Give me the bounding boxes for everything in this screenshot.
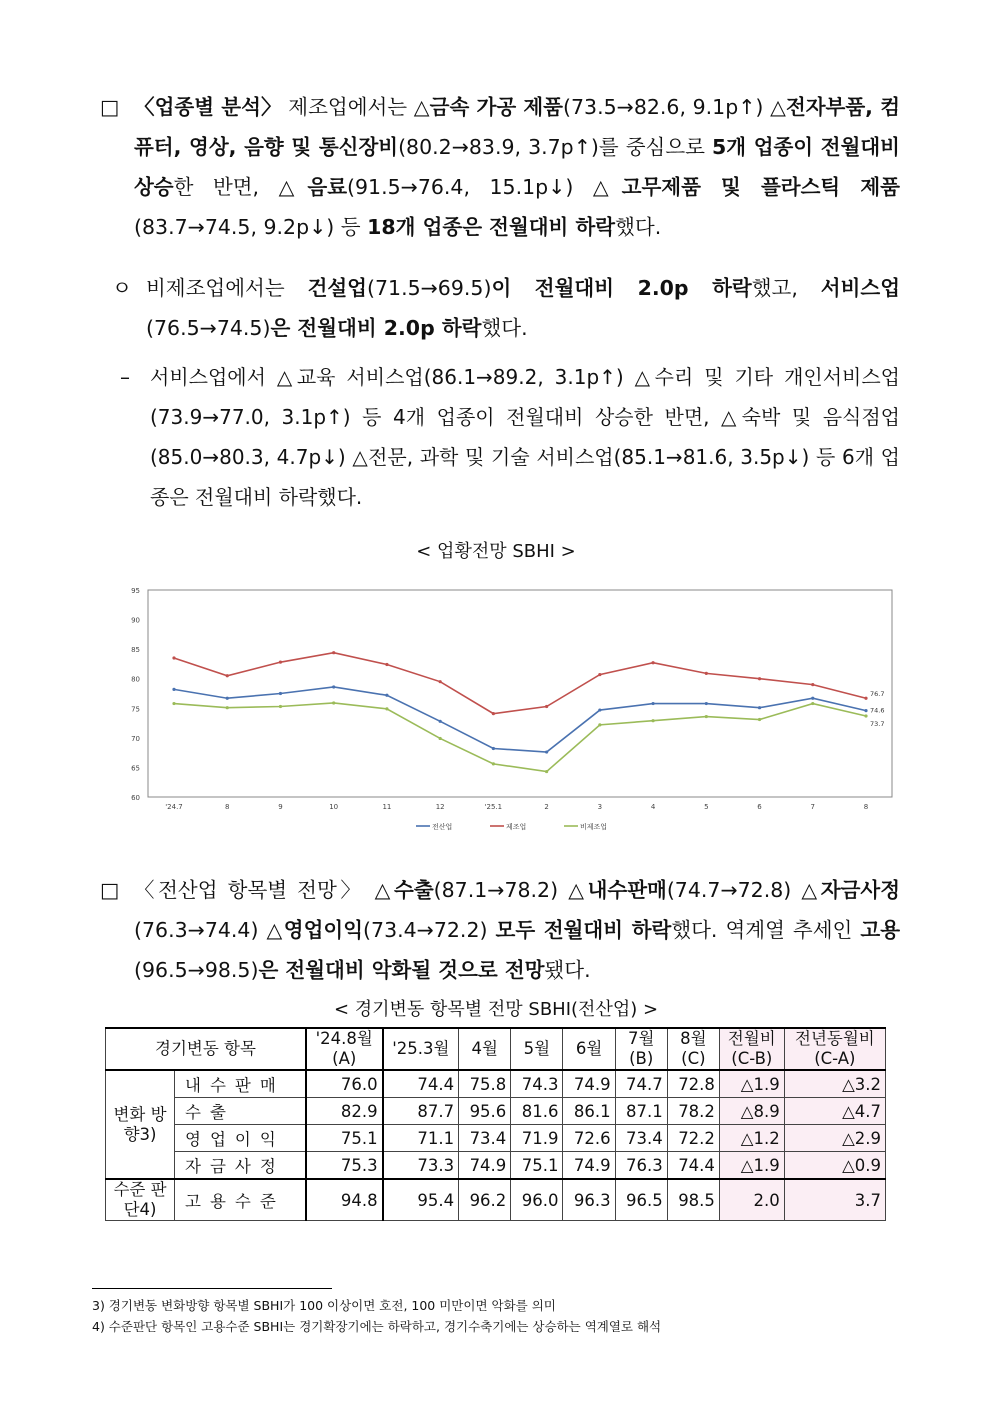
data-point <box>598 723 601 726</box>
table-cell: 78.2 <box>667 1098 719 1125</box>
x-tick-label: 9 <box>278 803 283 811</box>
header-col: 전월비 (C-B) <box>719 1028 784 1070</box>
row-group-label: 수준 판단4) <box>106 1179 175 1221</box>
table-cell: 71.1 <box>383 1125 459 1152</box>
text-run: 했다. <box>481 316 528 340</box>
text-run: 했다. 역계열 추세인 <box>671 918 861 942</box>
table-cell: 76.0 <box>306 1070 383 1098</box>
section-services <box>120 357 900 517</box>
y-tick-label: 95 <box>131 587 140 595</box>
table-caption: < 경기변동 항목별 전망 SBHI(전산업) > <box>333 999 659 1020</box>
emphasis-text: △영업이익 <box>266 918 364 942</box>
emphasis-text: 5개 업종이 전월대비 상승 <box>134 135 900 199</box>
table-cell: 73.4 <box>615 1125 667 1152</box>
legend-label: 비제조업 <box>580 823 608 831</box>
end-value-label: 74.6 <box>870 706 885 715</box>
data-point <box>332 685 335 688</box>
text-run: 했고, <box>751 276 821 300</box>
data-point <box>651 702 654 705</box>
x-tick-label: '25.1 <box>484 803 503 811</box>
end-value-label: 76.7 <box>870 690 885 699</box>
table-cell: △0.9 <box>784 1152 885 1180</box>
emphasis-text: 18개 업종은 전월대비 하락 <box>367 215 616 239</box>
header-col: 4월 <box>459 1028 511 1070</box>
table-cell: 75.1 <box>306 1125 383 1152</box>
emphasis-text: 건설업 <box>307 276 367 300</box>
data-point <box>705 715 708 718</box>
table-cell: 86.1 <box>563 1098 615 1125</box>
data-point <box>279 705 282 708</box>
text-run: 한 반면, <box>173 175 279 199</box>
sbhi-line-chart <box>110 577 900 840</box>
y-tick-label: 75 <box>131 705 140 714</box>
data-point <box>385 694 388 697</box>
table-cell: 74.9 <box>459 1152 511 1180</box>
table-cell: 87.1 <box>615 1098 667 1125</box>
data-point <box>172 656 175 659</box>
text-run: 했다. <box>615 215 662 239</box>
table-cell: △4.7 <box>784 1098 885 1125</box>
square-bullet-icon: □ <box>100 878 120 902</box>
table-cell: 2.0 <box>719 1179 784 1221</box>
table-cell: 95.6 <box>459 1098 511 1125</box>
header-col: '24.8월 (A) <box>306 1028 383 1070</box>
text-run: (73.5→82.6, 9.1p↑) <box>563 95 771 119</box>
row-label: 수출 <box>175 1098 306 1125</box>
table-cell: 75.8 <box>459 1070 511 1098</box>
text-run: (76.3→74.4) <box>134 918 267 942</box>
data-point <box>439 737 442 740</box>
emphasis-text: △음료 <box>278 175 347 199</box>
data-point <box>758 718 761 721</box>
header-col: 전년동월비 (C-A) <box>784 1028 885 1070</box>
text-run: (71.5→69.5) <box>366 276 492 300</box>
emphasis-text: △고무제품 및 플라스틱 제품 <box>592 175 900 199</box>
emphasis-text: △내수판매 <box>568 878 667 902</box>
x-tick-label: 7 <box>810 803 816 811</box>
square-bullet-icon: □ <box>100 95 120 119</box>
section1-text <box>134 87 900 247</box>
data-point <box>811 697 814 700</box>
emphasis-text: 은 전월대비 악화될 것으로 전망 <box>258 958 545 982</box>
table-cell: 74.4 <box>667 1152 719 1180</box>
emphasis-text: 〈업종별 분석〉 <box>134 95 282 119</box>
y-tick-label: 60 <box>131 794 140 802</box>
table-cell: 73.4 <box>459 1125 511 1152</box>
data-point <box>226 674 229 677</box>
data-point <box>705 672 708 675</box>
text-run: 됐다. <box>544 958 591 982</box>
table-row <box>106 1070 886 1098</box>
table-cell: 75.3 <box>306 1152 383 1180</box>
data-point <box>226 706 229 709</box>
section-industry-analysis <box>100 87 900 247</box>
emphasis-text: △자금사정 <box>801 878 900 902</box>
table-cell: 96.2 <box>459 1179 511 1221</box>
text-run: 비제조업에서는 <box>146 276 308 300</box>
data-point <box>545 770 548 773</box>
footnote: 4) 수준판단 항목인 고용수준 SBHI는 경기확장기에는 하락하고, 경기수축기에는 상승하는 역계열로 해석 <box>92 1319 662 1334</box>
data-point <box>172 688 175 691</box>
emphasis-text: 은 전월대비 2.0p 하락 <box>270 316 482 340</box>
table-cell: △3.2 <box>784 1070 885 1098</box>
data-point <box>864 709 867 712</box>
table-cell: 72.6 <box>563 1125 615 1152</box>
text-run: (83.7→74.5, 9.2p↓) 등 <box>134 215 368 239</box>
table-cell: 75.1 <box>511 1152 563 1180</box>
data-point <box>545 705 548 708</box>
table-cell: 72.8 <box>667 1070 719 1098</box>
footnote: 3) 경기변동 변화방향 항목별 SBHI가 100 이상이면 호전, 100 미만이면 악화를 의미 <box>92 1298 556 1313</box>
table-cell: 71.9 <box>511 1125 563 1152</box>
emphasis-text: △전자부품, 컴퓨터, 영상, 음향 및 통신장비 <box>134 95 901 159</box>
table-cell: 94.8 <box>306 1179 383 1221</box>
x-tick-label: 8 <box>863 803 869 811</box>
row-label: 고용수준 <box>175 1179 306 1221</box>
text-run: (87.1→78.2) <box>433 878 569 902</box>
data-point <box>864 714 867 717</box>
legend-label: 제조업 <box>506 823 527 831</box>
x-tick-label: 8 <box>224 803 230 811</box>
table-cell: 96.3 <box>563 1179 615 1221</box>
circle-bullet-icon: ㅇ <box>112 276 132 300</box>
table-cell: 74.3 <box>511 1070 563 1098</box>
data-point <box>545 750 548 753</box>
table-cell: 74.9 <box>563 1070 615 1098</box>
data-point <box>811 702 814 705</box>
plot-area <box>148 590 892 797</box>
text-run: 제조업에서는 <box>281 95 414 119</box>
x-tick-label: 11 <box>382 803 392 811</box>
x-tick-label: 2 <box>544 803 549 811</box>
table-cell: 76.3 <box>615 1152 667 1180</box>
row-label: 자금사정 <box>175 1152 306 1180</box>
y-tick-label: 70 <box>131 734 140 743</box>
table-cell: 98.5 <box>667 1179 719 1221</box>
data-point <box>492 712 495 715</box>
y-tick-label: 65 <box>131 764 140 773</box>
table-cell: 82.9 <box>306 1098 383 1125</box>
data-point <box>598 708 601 711</box>
emphasis-text: 모두 전월대비 하락 <box>495 918 672 942</box>
data-point <box>811 683 814 686</box>
table-cell: 87.7 <box>383 1098 459 1125</box>
text-run: 〈전산업 항목별 전망〉 <box>134 878 375 902</box>
data-point <box>864 697 867 700</box>
table-cell: 74.9 <box>563 1152 615 1180</box>
table-cell: △1.2 <box>719 1125 784 1152</box>
header-col: '25.3월 <box>383 1028 459 1070</box>
emphasis-text: 고용 <box>860 918 900 942</box>
section3-text: 서비스업에서 △교육 서비스업(86.1→89.2, 3.1p↑) △수리 및 기타 개인서비스업(73.9→77.0, 3.1p↑) 등 4개 업종이 전월대비 상승한 반면, △숙박 및 음식점업(85.0→80.3, 4.7p↓) △전문, 과학 및 기술 서비스업(85.1→81.6, 3.5p↓) 등 6개 업종은 전월대비 하락했다. <box>150 365 900 509</box>
data-point <box>492 747 495 750</box>
section2-text <box>146 268 900 348</box>
text-run: (74.7→72.8) <box>666 878 802 902</box>
section-nonmanufacturing <box>112 268 900 348</box>
header-item: 경기변동 항목 <box>106 1028 306 1070</box>
x-tick-label: 10 <box>329 803 339 811</box>
legend-label: 전산업 <box>432 823 453 831</box>
end-value-label: 73.7 <box>870 719 885 728</box>
table-cell: 74.7 <box>615 1070 667 1098</box>
data-point <box>332 701 335 704</box>
table-cell: △8.9 <box>719 1098 784 1125</box>
table-cell: 74.4 <box>383 1070 459 1098</box>
x-tick-label: 12 <box>435 803 445 811</box>
data-point <box>439 680 442 683</box>
emphasis-text: △수출 <box>374 878 434 902</box>
data-point <box>385 707 388 710</box>
data-point <box>279 692 282 695</box>
text-run: (73.4→72.2) <box>363 918 496 942</box>
data-point <box>226 697 229 700</box>
x-tick-label: 3 <box>597 803 603 811</box>
section4-text <box>134 870 900 990</box>
table-cell: △2.9 <box>784 1125 885 1152</box>
table-row <box>106 1152 886 1180</box>
y-tick-label: 80 <box>131 675 140 684</box>
header-col: 7월 (B) <box>615 1028 667 1070</box>
header-col: 5월 <box>511 1028 563 1070</box>
emphasis-text: 서비스업 <box>820 276 901 300</box>
table-row <box>106 1179 886 1221</box>
table-cell: 95.4 <box>383 1179 459 1221</box>
row-label: 내수판매 <box>175 1070 306 1098</box>
emphasis-text: 이 전월대비 2.0p 하락 <box>491 276 752 300</box>
y-tick-label: 90 <box>131 616 140 625</box>
data-point <box>651 719 654 722</box>
table-row <box>106 1125 886 1152</box>
footnote-divider <box>92 1288 332 1289</box>
data-point <box>332 651 335 654</box>
table-cell: △1.9 <box>719 1152 784 1180</box>
text-run: (91.5→76.4, 15.1p↓) <box>347 175 593 199</box>
table-cell: 96.0 <box>511 1179 563 1221</box>
y-tick-label: 85 <box>131 646 140 655</box>
data-point <box>279 661 282 664</box>
x-tick-label: 4 <box>650 803 656 811</box>
data-point <box>598 673 601 676</box>
sbhi-table <box>105 1027 886 1221</box>
table-cell: 72.2 <box>667 1125 719 1152</box>
data-point <box>758 677 761 680</box>
data-point <box>492 762 495 765</box>
text-run: (76.5→74.5) <box>146 316 271 340</box>
row-label: 영업이익 <box>175 1125 306 1152</box>
text-run: (96.5→98.5) <box>134 958 259 982</box>
data-point <box>439 720 442 723</box>
text-run: (80.2→83.9, 3.7p↑)를 중심으로 <box>398 135 712 159</box>
chart-caption: < 업황전망 SBHI > <box>416 541 576 562</box>
table-cell: 73.3 <box>383 1152 459 1180</box>
header-col: 6월 <box>563 1028 615 1070</box>
x-tick-label: 6 <box>757 803 762 811</box>
table-cell: 81.6 <box>511 1098 563 1125</box>
x-tick-label: 5 <box>704 803 709 811</box>
data-point <box>172 702 175 705</box>
table-cell: △1.9 <box>719 1070 784 1098</box>
data-point <box>758 706 761 709</box>
header-col: 8월 (C) <box>667 1028 719 1070</box>
data-point <box>705 702 708 705</box>
data-point <box>385 663 388 666</box>
dash-bullet-icon: – <box>120 365 130 389</box>
data-point <box>651 661 654 664</box>
section-item-outlook <box>100 870 900 990</box>
table-header-row <box>106 1028 886 1070</box>
table-cell: 3.7 <box>784 1179 885 1221</box>
table-row <box>106 1098 886 1125</box>
emphasis-text: △금속 가공 제품 <box>413 95 563 119</box>
x-tick-label: '24.7 <box>165 803 183 811</box>
row-group-label: 변화 방향3) <box>106 1070 175 1179</box>
table-cell: 96.5 <box>615 1179 667 1221</box>
